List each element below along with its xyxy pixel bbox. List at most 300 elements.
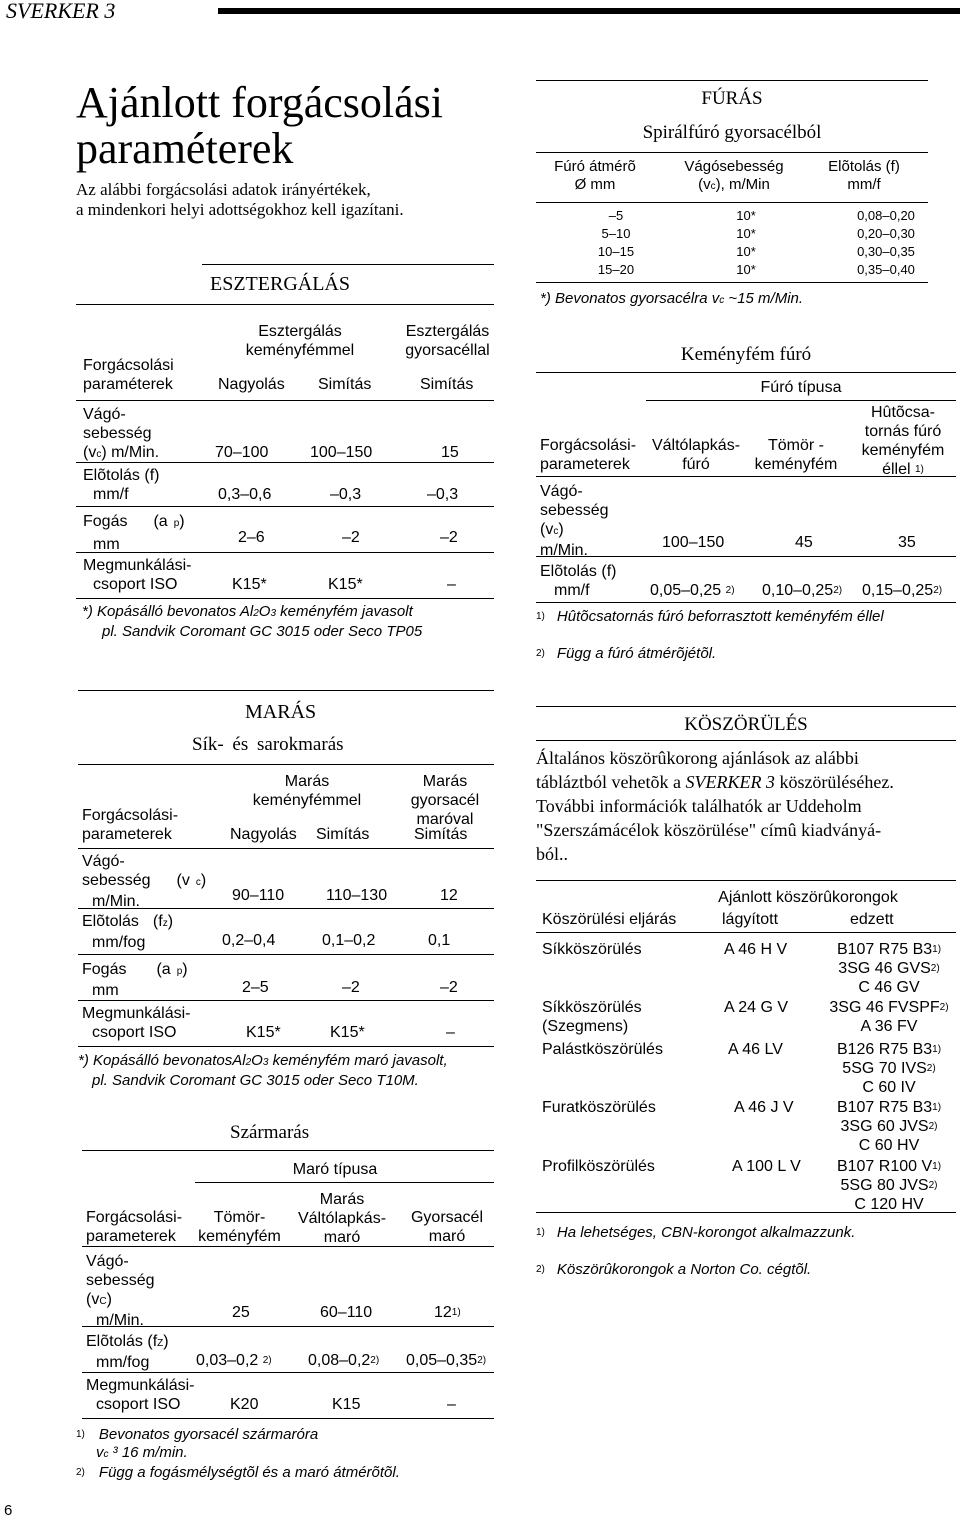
milling-speed-3: (v [176,872,190,889]
milling-speed-v2: 110–130 [326,887,388,904]
drill-f: 0,08–0,20 [857,208,915,223]
end-milling-group-label [86,1376,194,1414]
milling-feed-row [82,912,173,933]
carbide-speed-sub: c [553,526,559,537]
grind-hard-line: C 60 IV [862,1079,916,1096]
grind-hard-line [822,1176,956,1195]
milling-rule-3 [78,848,494,849]
grinding-col1: Köszörülési eljárás [542,911,677,928]
end-milling-fn1-a: Bevonatos gyorsacél szármaróra [98,1426,319,1443]
table-row [536,262,928,280]
milling-depth-label [82,960,188,1000]
end-milling-feed-1: Elõtolás (f [86,1333,158,1350]
grind-hard-line [822,998,956,1017]
grind-process [542,940,642,959]
carbide-speed-3: (v [540,521,554,538]
turning-col-hss-1: Esztergálás [405,323,490,340]
end-milling-fn1-row [76,1426,400,1444]
header-title: SVERKER 3 [6,0,116,23]
end-milling-speed-5: m/Min. [96,1312,144,1329]
milling-rule-2 [78,764,494,765]
carbide-t2-1: Tömör - [768,437,824,454]
turning-feed-v3: –0,3 [427,486,459,503]
grind-hard-line: C 120 HV [854,1196,924,1213]
milling-feed-v2: 0,1–0,2 [322,932,376,949]
grind-hard-line: A 36 FV [860,1018,918,1035]
drilling-top-rule [536,80,928,81]
grind-p1: Síkköszörülés [542,941,642,958]
turning-note-2: pl. Sandvik Coromant GC 3015 oder Seco TP05 [102,623,423,640]
turning-rule-7 [76,598,494,599]
milling-depth-v3: –2 [440,979,458,996]
grind-p1: Síkköszörülés [542,999,642,1016]
carbide-type1 [646,436,746,474]
end-milling-rule-2 [82,1246,494,1247]
milling-col-hard [222,772,392,810]
turning-feed-v1: 0,3–0,6 [218,486,272,503]
milling-rule-7 [78,1046,494,1047]
end-milling-t1-1: Tömör- [213,1209,266,1226]
turning-note-sub2: 2 [253,608,259,619]
end-milling-type2 [292,1190,392,1247]
turning-speed-2: sebesség [83,425,152,442]
page-number: 6 [4,1502,13,1519]
milling-rule-4 [78,908,494,909]
milling-speed-5: m/Min. [92,893,140,910]
intro-text [76,180,404,220]
milling-depth-2: (a [156,961,171,978]
grind-hard-text: 5SG 70 IVS [842,1060,927,1077]
turning-feed-v2: –0,3 [330,486,362,503]
milling-col-hss-2: gyorsacél [410,792,480,809]
drilling-rule-2 [536,152,928,153]
milling-heading: MARÁS [245,701,317,723]
drill-v: 10* [736,244,756,259]
grind-hard-text: 3SG 46 GVS [838,960,931,977]
drill-v: 10* [736,208,756,223]
milling-note-sub3: 3 [262,1057,269,1068]
drilling-note-1: *) Bevonatos gyorsacélra v [540,290,720,307]
end-milling-feed-v2-text: 0,08–0,2 [308,1352,371,1369]
turning-rule-6 [76,552,494,553]
grinding-para-2 [536,770,956,794]
milling-feed-1: Elõtolás [82,913,139,930]
drilling-col2-3: ), m/Min [715,176,770,193]
milling-speed-2: sebesség [82,872,151,889]
grinding-fn1-text: Ha lehetséges, CBN-korongot alkalmazzunk. [556,1224,856,1241]
carbide-param-label [540,436,636,474]
turning-note-1 [82,603,422,623]
drill-v: 10* [736,262,756,277]
turning-rule-3 [76,400,494,401]
grind-hard-sup: 2) [928,1121,938,1132]
turning-note-sub3: 3 [270,608,277,619]
turning-speed-v1: 70–100 [215,444,269,461]
turning-group-v3: – [447,576,456,593]
drill-d: 15–20 [597,262,635,277]
carbide-fn2-text: Függ a fúró átmérõjétõl. [556,645,717,662]
grind-hard-text: B126 R75 B3 [836,1041,933,1058]
turning-depth-3: ) [179,513,185,530]
page-title-line1: Ajánlott forgácsolási [76,78,443,127]
end-milling-param-label [86,1208,182,1246]
carbide-speed-label [540,482,609,560]
end-milling-t1-2: keményfém [198,1228,281,1245]
drilling-note-sub: c [719,295,725,306]
milling-speed-1: Vágó- [82,853,125,870]
end-milling-group-2: csoport ISO [96,1396,181,1413]
turning-col-hard-2: keményfémmel [245,342,355,359]
end-milling-t3-1: Gyorsacél [410,1209,484,1226]
drilling-col1 [536,158,654,194]
turning-col-hard-1: Esztergálás [258,323,342,340]
carbide-heading: Keményfém fúró [680,344,812,365]
grind-process [542,1157,655,1176]
milling-feed-v1: 0,2–0,4 [222,932,276,949]
carbide-speed-unit [540,520,609,541]
grind-soft: A 46 H V [724,941,788,958]
end-milling-rule-5 [82,1418,494,1419]
milling-sub-rough: Nagyolás [230,826,297,843]
grinding-heading: KÖSZÖRÜLÉS [684,714,808,735]
grind-hard [822,940,956,997]
milling-note-2: pl. Sandvik Coromant GC 3015 oder Seco T10M. [92,1072,419,1089]
grinding-para-1: Általános köszörûkorong ajánlások az alábbi [536,748,859,768]
carbide-feed-1: Elõtolás (f) [540,563,617,580]
grind-hard-line [822,959,956,978]
grinding-fn2-mark: 2) [536,1264,545,1275]
end-milling-param-2: parameterek [86,1228,176,1245]
carbide-t3-3: keményfém [861,442,945,459]
milling-depth-row [82,960,188,981]
end-milling-speed-1: Vágó- [86,1253,129,1270]
milling-depth-4: mm [92,982,119,999]
carbide-footnote-1 [536,608,884,626]
milling-speed-sub: c [195,877,201,888]
milling-rule-6 [78,1000,494,1001]
grind-p2: (Szegmens) [542,1018,629,1035]
turning-note [82,603,422,641]
grind-process [542,998,642,1036]
drilling-col2-1: Vágósebesség [684,158,784,175]
milling-feed-label [82,912,173,952]
milling-param-label [82,806,178,844]
turning-heading: ESZTERGÁLÁS [210,273,350,295]
carbide-feed-v2-sup: 2) [833,585,843,596]
grind-hard-line [822,1117,956,1136]
milling-col-hss-3: maróval [416,811,474,828]
turning-feed-1: Elõtolás (f) [83,467,160,484]
end-milling-fn1-c: ³ 16 m/min. [108,1444,188,1461]
milling-depth-v1: 2–5 [242,979,269,996]
turning-depth-sub: p [173,518,180,529]
milling-col-hss [400,772,490,829]
table-row [536,208,928,226]
table-row [536,244,928,262]
end-milling-feed-label [86,1332,169,1372]
carbide-feed-v2 [762,581,842,600]
milling-speed-row [82,871,206,892]
end-milling-speed-v3 [434,1303,461,1322]
turning-depth-2: (a [153,513,168,530]
drilling-rule-3 [536,202,928,203]
page-title-line2: paraméterek [76,124,294,173]
milling-depth-1: Fogás [82,961,127,978]
turning-feed-2: mm/f [93,486,129,503]
milling-note-rest: keményfém maró javasolt, [268,1052,448,1069]
grinding-para-5: ból.. [536,844,569,864]
milling-top-rule [78,690,494,691]
drilling-note [540,290,803,310]
turning-depth-label [83,512,185,554]
intro-line1: Az alábbi forgácsolási adatok irányértékek, [76,180,371,199]
end-milling-fn1-mark: 1) [76,1429,85,1440]
grinding-paragraph [536,746,956,866]
grind-hard [822,1098,956,1155]
drilling-col3-2: mm/f [847,176,881,193]
milling-col-hard-1: Marás [284,773,330,790]
carbide-t3-2: tornás fúró [864,423,942,440]
carbide-feed-v1-sup: 2) [725,585,735,596]
end-milling-group-v1: K20 [230,1396,259,1413]
end-milling-speed-v3-text: 12 [434,1304,452,1321]
end-milling-feed-v2 [308,1351,379,1370]
grinding-rule-2 [536,740,956,741]
grind-hard-line [822,1059,956,1078]
end-milling-speed-3: (v [86,1291,100,1308]
end-milling-fn1-row2 [96,1444,400,1464]
intro-line2: a mindenkori helyi adottségokhoz kell igazítani. [76,200,404,219]
grind-hard-text: B107 R75 B3 [836,1099,933,1116]
carbide-rule-4 [536,602,956,603]
grind-hard-line: C 46 GV [858,979,920,996]
drilling-rule-4 [536,282,928,283]
grind-hard-text: B107 R100 V [836,1158,933,1175]
drill-v: 10* [736,226,756,241]
drilling-rows [536,208,928,280]
turning-group-v1: K15* [232,576,267,593]
turning-speed-label [83,405,159,464]
end-milling-feed-v1-text: 0,03–0,2 [196,1352,259,1369]
milling-speed-4: ) [200,872,207,889]
milling-note [78,1052,448,1090]
carbide-param-1: Forgácsolási- [540,437,637,454]
end-milling-group-v2: K15 [332,1396,361,1413]
turning-sub-fine2: Simítás [420,376,474,393]
grind-hard [822,1040,956,1097]
grind-hard-line [822,940,956,959]
end-milling-t2-1: Marás [319,1191,365,1208]
turning-speed-sub: c [96,449,102,460]
grind-hard-line [822,1157,956,1176]
milling-speed-v3: 12 [440,887,458,904]
page-title [76,80,443,172]
drilling-col3 [804,158,924,194]
grinding-rule-3 [536,880,956,881]
grind-hard-line: C 60 HV [858,1137,920,1154]
end-milling-feed-2: ) [163,1333,169,1350]
grinding-col2: lágyított [722,911,779,928]
end-milling-group-1: Megmunkálási- [86,1377,195,1394]
milling-depth-v2: –2 [342,979,360,996]
end-milling-feed-row [86,1332,169,1353]
milling-note-1 [78,1052,448,1072]
carbide-speed-1: Vágó- [540,483,583,500]
grinding-para-2c: köszörüléséhez. [774,772,894,792]
carbide-feed-v3 [862,581,942,600]
turning-note-rest: keményfém javasolt [276,603,413,620]
turning-speed-3: (v [83,444,97,461]
grinding-fn2-text: Köszörûkorongok a Norton Co. cégtõl. [556,1261,812,1278]
turning-sub-rough: Nagyolás [218,376,285,393]
grinding-para-3: További információk találhatók ar Uddeholm [536,796,862,816]
grind-hard [822,1157,956,1214]
end-milling-rule-1 [82,1150,494,1151]
carbide-t3-4: éllel [882,461,911,478]
carbide-fn1-text: Hûtõcsatornás fúró beforrasztott keményfém éllel [556,608,884,625]
drill-f: 0,35–0,40 [857,262,915,277]
milling-speed-label [82,852,206,911]
end-milling-t2-3: maró [323,1229,361,1246]
end-milling-fn2-row [76,1464,400,1482]
turning-depth-v1: 2–6 [238,529,265,546]
grind-hard-sup: 1) [932,1044,942,1055]
milling-group-label [82,1004,190,1042]
grind-hard-line [822,1098,956,1117]
grind-soft: A 46 J V [734,1099,794,1116]
carbide-rule-2 [536,476,956,477]
carbide-type-label: Fúró típusa [760,379,842,396]
carbide-speed-2: sebesség [540,502,609,519]
carbide-t1-1: Váltólapkás- [651,437,741,454]
carbide-footnote-2 [536,645,716,663]
carbide-feed-v3-text: 0,15–0,25 [862,582,934,599]
grind-soft: A 46 LV [728,1041,783,1058]
turning-param-label [83,356,174,394]
milling-speed-v1: 90–110 [232,887,285,904]
grind-hard-text: B107 R75 B3 [836,941,933,958]
turning-group-label [83,556,191,594]
grind-hard-sup: 1) [932,1102,942,1113]
turning-col-hss [395,322,500,360]
grinding-top-rule [536,706,956,707]
end-milling-speed-unit [86,1290,155,1311]
end-milling-rule-3 [82,1326,494,1327]
grind-soft: A 24 G V [724,999,789,1016]
turning-speed-v3: 15 [441,444,459,461]
end-milling-speed-2: sebesség [86,1272,155,1289]
end-milling-feed-v1 [196,1351,272,1370]
end-milling-fn2-mark: 2) [76,1467,85,1478]
carbide-feed-2: mm/f [554,582,590,599]
end-milling-type3 [400,1208,494,1246]
carbide-speed-v1: 100–150 [662,534,725,551]
turning-speed-1: Vágó- [83,406,126,423]
end-milling-t2-2: Váltólapkás- [297,1210,387,1227]
grind-hard-text: 3SG 46 FVSPF [829,999,940,1016]
grind-p1: Furatköszörülés [542,1099,656,1116]
carbide-feed-v3-sup: 2) [933,585,943,596]
carbide-rule-1b [646,400,956,401]
end-milling-type-label: Maró típusa [292,1161,378,1178]
grind-p1: Profilköszörülés [542,1158,655,1175]
milling-param-2: parameterek [82,826,172,843]
turning-group-2: csoport ISO [93,576,178,593]
end-milling-speed-label [86,1252,155,1330]
turning-param-2: paraméterek [83,376,173,393]
turning-note-o: O [258,603,271,620]
end-milling-rule-1b [195,1182,494,1183]
carbide-speed-4: ) [558,521,564,538]
carbide-t3-1: Hûtõcsa- [870,404,936,421]
grinding-rule-5 [536,1212,956,1213]
turning-rule-2 [76,304,494,305]
drilling-col2-sub: c [710,181,716,192]
milling-group-v1: K15* [246,1024,281,1041]
drill-d: 5–10 [601,226,631,241]
grinding-footnote-1 [536,1224,855,1242]
milling-depth-3: ) [182,961,188,978]
turning-top-rule [202,264,494,265]
end-milling-speed-v2: 60–110 [320,1304,373,1321]
end-milling-feed-v1-sup: 2) [262,1355,272,1366]
grind-hard [822,998,956,1036]
milling-feed-sub: z [162,918,168,929]
end-milling-fn2-text: Függ a fogásmélységtõl és a maró átmérõtõl. [98,1464,400,1481]
header-bar [218,8,960,14]
end-milling-feed-v3-sup: 2) [477,1355,487,1366]
carbide-fn2-mark: 2) [536,648,545,659]
drilling-col2-2: (v [698,176,711,193]
carbide-t3-sup: 1) [915,464,924,475]
turning-rule-5 [76,506,494,507]
end-milling-speed-v1: 25 [232,1304,250,1321]
carbide-speed-v2: 45 [795,534,813,551]
turning-sub-fine1: Simítás [318,376,372,393]
milling-col-hard-2: keményfémmel [252,792,362,809]
turning-group-v2: K15* [328,576,363,593]
carbide-param-2: parameterek [540,456,630,473]
turning-depth-v3: –2 [440,529,458,546]
milling-col-hss-1: Marás [422,773,468,790]
end-milling-t3-2: maró [428,1228,466,1245]
carbide-rule-3 [536,556,956,557]
milling-group-2: csoport ISO [92,1024,177,1041]
turning-param-1: Forgácsolási [83,357,174,374]
grind-hard-line [822,1040,956,1059]
drill-d: –5 [608,208,624,223]
grind-hard-sup: 1) [932,1161,942,1172]
drilling-subheading: Spirálfúró gyorsacélból [642,122,822,143]
carbide-feed-label [540,562,616,600]
turning-col-hss-2: gyorsacéllal [405,342,490,359]
turning-rule-4 [76,462,494,463]
carbide-feed-v2-text: 0,10–0,25 [762,582,834,599]
turning-depth-1: Fogás [83,513,128,530]
end-milling-feed-sub: Z [157,1338,164,1349]
milling-sub-fine2: Simítás [414,826,468,843]
drill-f: 0,30–0,35 [857,244,915,259]
grinding-para-2b: SVERKER 3 [685,772,775,792]
turning-col-hard [220,322,380,360]
milling-feed-3: ) [167,913,174,930]
milling-feed-2: (f [152,913,163,930]
milling-depth-sub: p [176,966,183,977]
grinding-para-2a: tábláztból vehetõk a [536,772,686,792]
grind-hard-sup: 2) [928,1180,938,1191]
drilling-heading: FÚRÁS [701,88,763,109]
end-milling-param-1: Forgácsolási- [86,1209,183,1226]
